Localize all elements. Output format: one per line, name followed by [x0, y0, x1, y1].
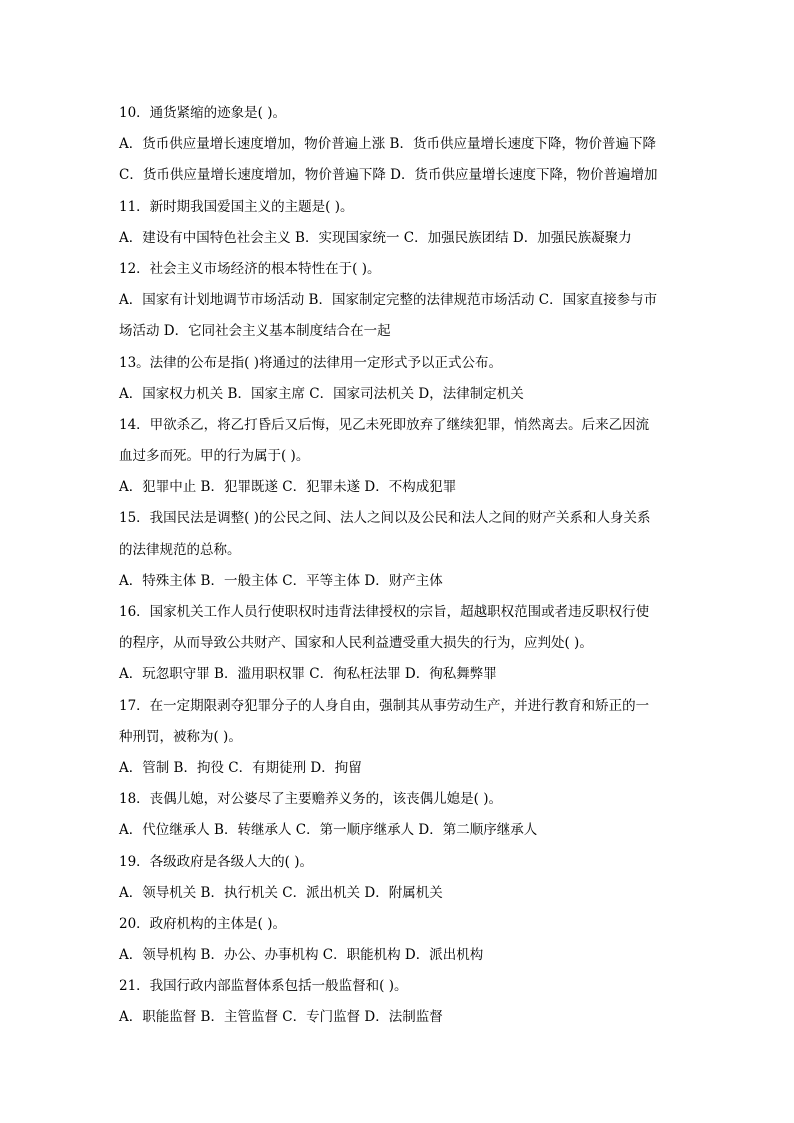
question-17-stem-line-1: 17．在一定期限剥夺犯罪分子的人身自由，强制其从事劳动生产，并进行教育和矫正的一	[119, 697, 650, 714]
question-11-options: A．建设有中国特色社会主义 B．实现国家统一 C．加强民族团结 D．加强民族凝聚力	[119, 229, 632, 246]
question-13-options: A．国家权力机关 B．国家主席 C．国家司法机关 D，法律制定机关	[119, 385, 524, 402]
question-21-options: A．职能监督 B．主管监督 C．专门监督 D．法制监督	[119, 1009, 443, 1026]
question-16-options: A．玩忽职守罪 B．滥用职权罪 C．徇私枉法罪 D．徇私舞弊罪	[119, 666, 497, 683]
question-19-stem: 19．各级政府是各级人大的( )。	[119, 853, 314, 870]
question-18-stem: 18．丧偶儿媳，对公婆尽了主要赡养义务的，该丧偶儿媳是( )。	[119, 791, 503, 808]
question-list	[119, 98, 675, 1034]
question-18-options: A．代位继承人 B．转继承人 C．第一顺序继承人 D．第二顺序继承人	[119, 822, 538, 839]
question-19-options: A．领导机关 B．执行机关 C．派出机关 D．附属机关	[119, 884, 443, 901]
question-15-stem-line-2: 的法律规范的总称。	[119, 541, 241, 558]
question-10-options-line-1: A．货币供应量增长速度增加，物价普遍上涨 B．货币供应量增长速度下降，物价普遍下降	[119, 136, 656, 153]
question-21-stem: 21．我国行政内部监督体系包括一般监督和( )。	[119, 978, 408, 995]
question-10-options-line-2: C．货币供应量增长速度增加，物价普遍下降 D．货币供应量增长速度下降，物价普遍增加	[119, 167, 658, 184]
question-17-options: A．管制 B．拘役 C．有期徒刑 D．拘留	[119, 759, 362, 776]
question-15-options: A．特殊主体 B．一般主体 C．平等主体 D．财产主体	[119, 572, 443, 589]
question-12-stem: 12．社会主义市场经济的根本特性在于( )。	[119, 260, 381, 277]
question-20-options: A．领导机构 B．办公、办事机构 C．职能机构 D．派出机构	[119, 947, 484, 964]
question-13-stem: 13。法律的公布是指( )将通过的法律用一定形式予以正式公布。	[119, 354, 503, 371]
question-10-stem: 10．通货紧缩的迹象是( )。	[119, 105, 287, 121]
question-14-options: A．犯罪中止 B．犯罪既遂 C．犯罪未遂 D．不构成犯罪	[119, 479, 457, 496]
question-15-stem-line-1: 15．我国民法是调整( )的公民之间、法人之间以及公民和法人之间的财产关系和人身关系	[119, 510, 651, 527]
question-12-options-line-1: A．国家有计划地调节市场活动 B．国家制定完整的法律规范市场活动 C．国家直接参与市	[119, 292, 658, 309]
question-16-stem-line-1: 16．国家机关工作人员行使职权时违背法律授权的宗旨，超越职权范围或者违反职权行使	[119, 604, 650, 620]
question-17-stem-line-2: 种刑罚，被称为( )。	[119, 728, 242, 745]
question-12-options-line-2: 场活动 D．它同社会主义基本制度结合在一起	[119, 323, 391, 340]
question-11-stem: 11．新时期我国爱国主义的主题是( )。	[119, 198, 354, 215]
question-16-stem-line-2: 的程序，从而导致公共财产、国家和人民利益遭受重大损失的行为，应判处( )。	[119, 635, 593, 652]
question-14-stem-line-2: 血过多而死。甲的行为属于( )。	[119, 448, 310, 465]
question-20-stem: 20．政府机构的主体是( )。	[119, 915, 287, 932]
question-14-stem-line-1: 14．甲欲杀乙，将乙打昏后又后悔，见乙未死即放弃了继续犯罪，悄然离去。后来乙因流	[119, 416, 650, 433]
